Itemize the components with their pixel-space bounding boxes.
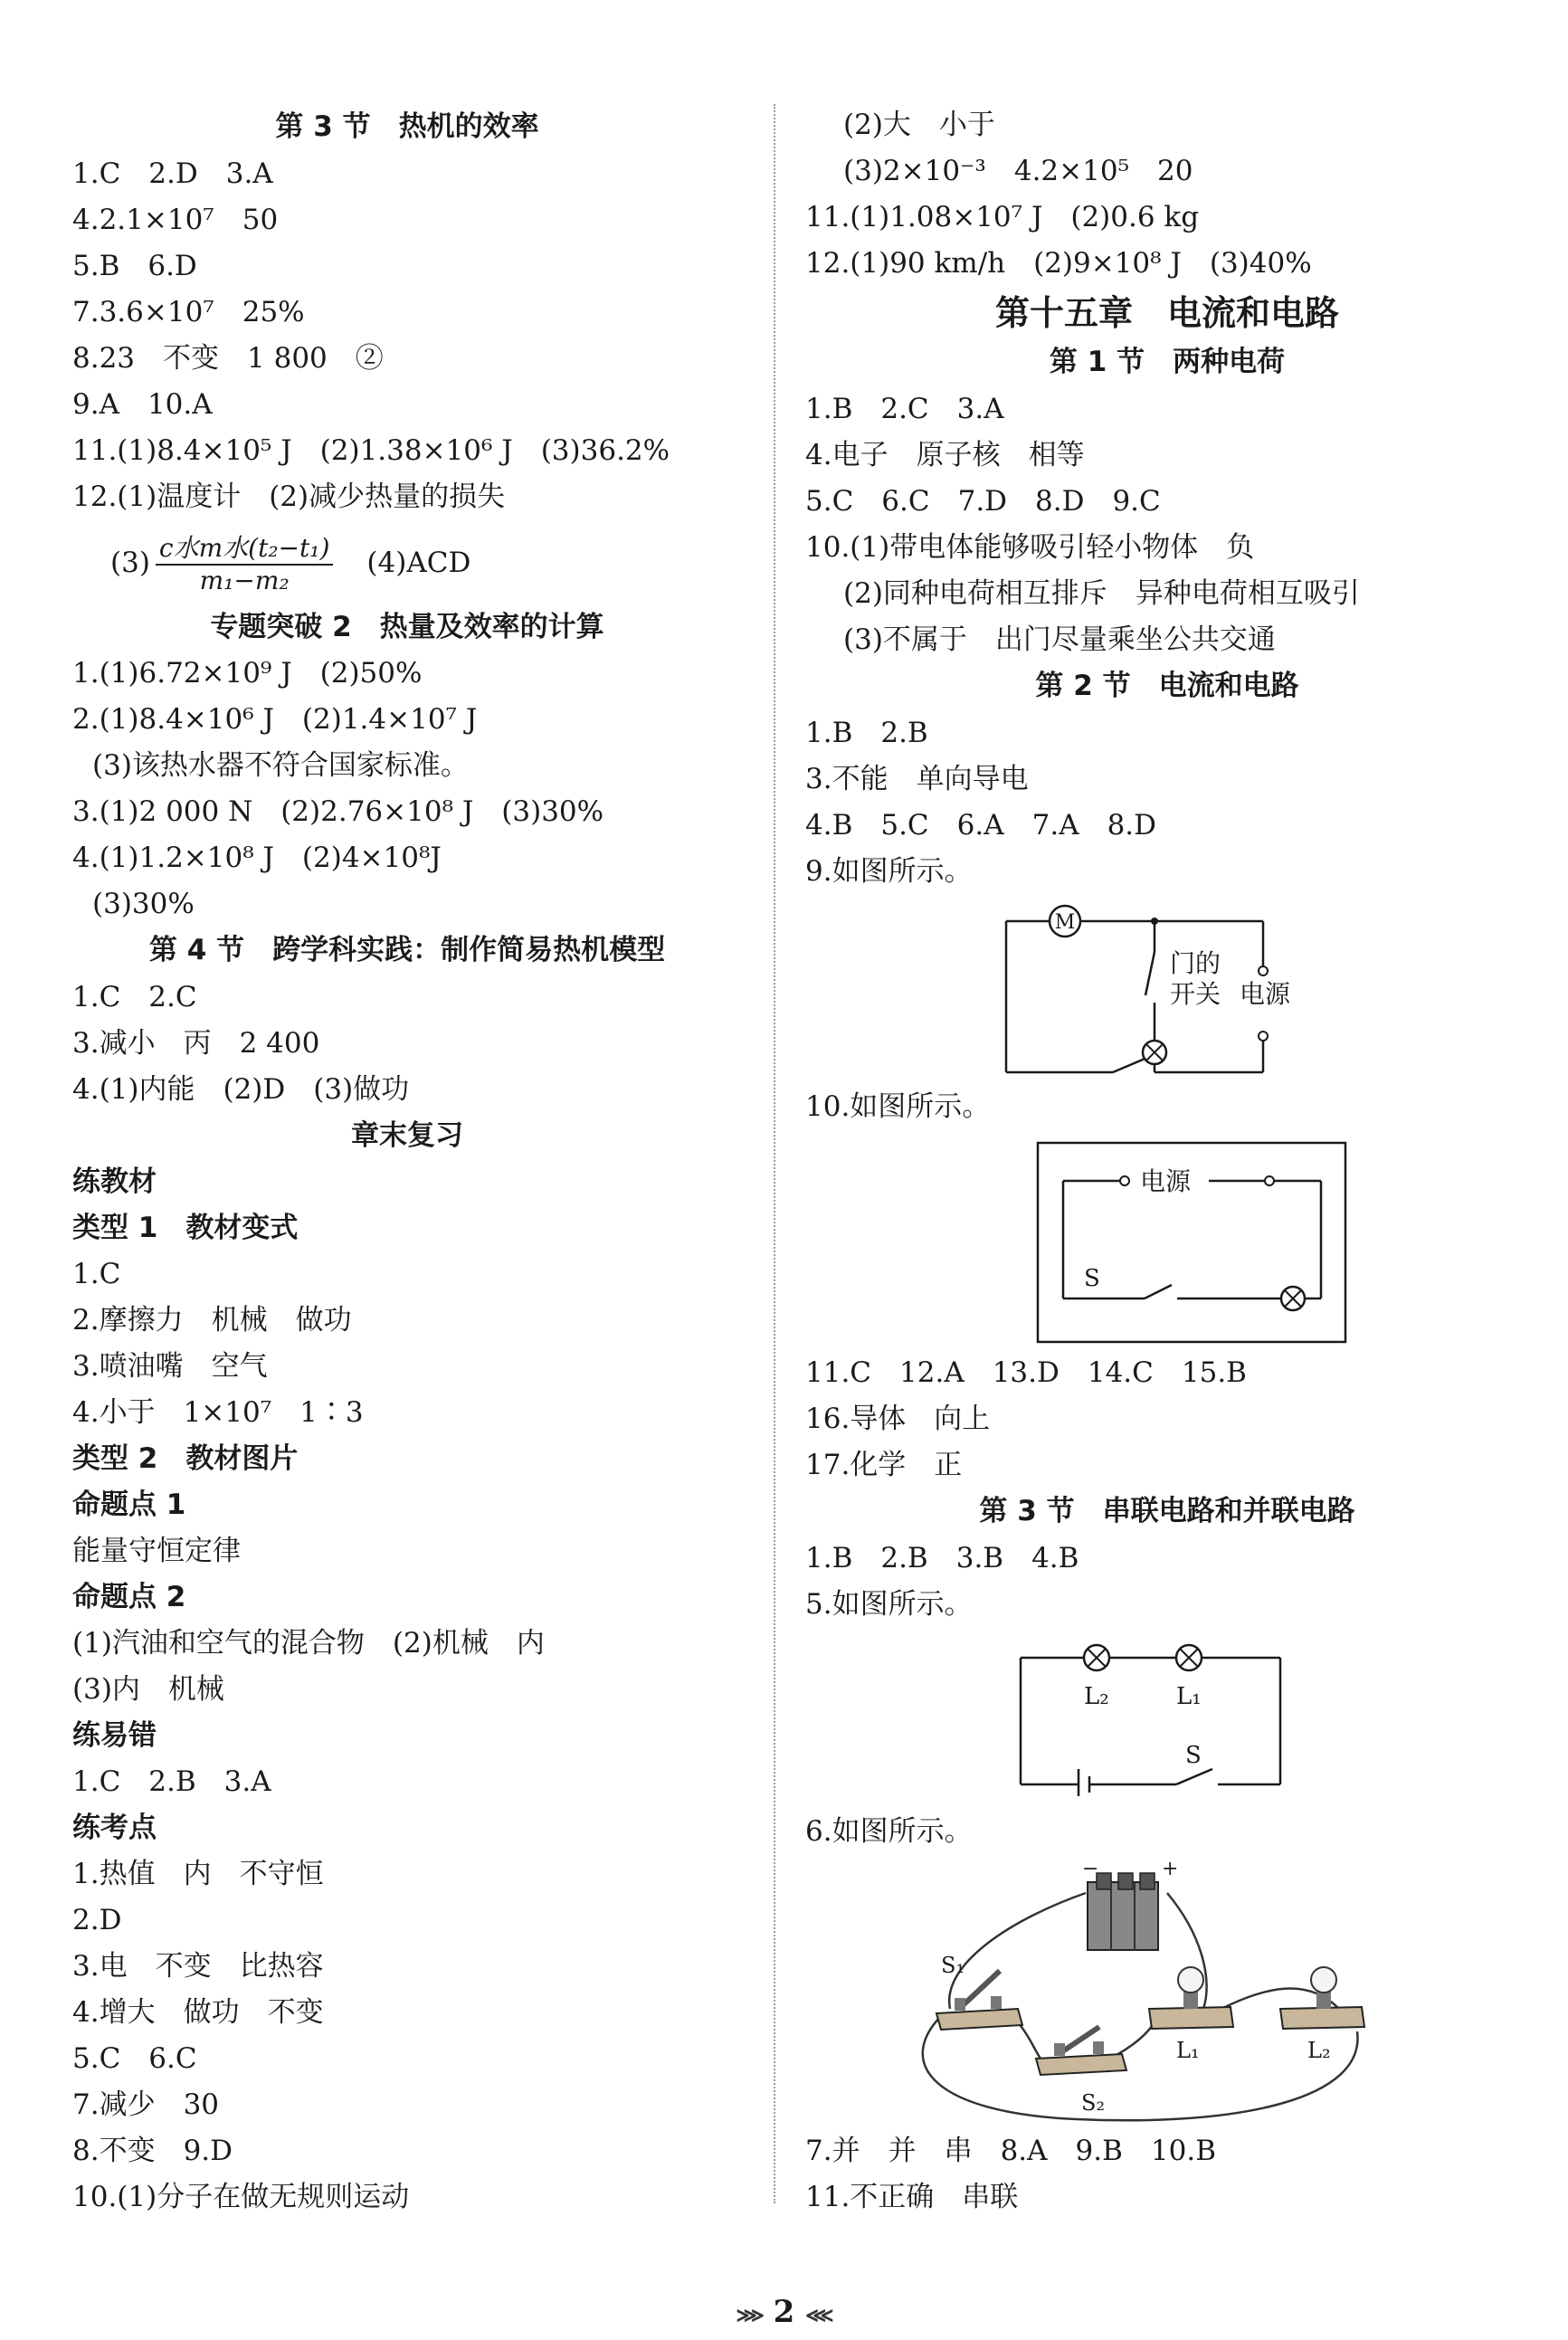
fraction-numerator: c水m水(t₂−t₁) — [156, 533, 334, 566]
answer-line: 7.并 并 串 8.A 9.B 10.B — [805, 2135, 1216, 2167]
answer-line: 4.增大 做功 不变 — [72, 1996, 324, 2029]
answer-line: 12.(1)温度计 (2)减少热量的损失 — [72, 480, 506, 513]
answer-line: 5.C 6.C 7.D 8.D 9.C — [805, 485, 1161, 518]
section-title: 第 4 节 跨学科实践：制作简易热机模型 — [148, 934, 666, 966]
answer-line: 10.(1)分子在做无规则运动 — [72, 2181, 410, 2213]
svg-text:电源: 电源 — [1240, 979, 1291, 1009]
section-title: 第 1 节 两种电荷 — [1049, 346, 1286, 378]
answer-line: 1.B 2.C 3.A — [805, 393, 1004, 425]
answer-line: 8.不变 9.D — [72, 2135, 233, 2167]
svg-text:S₂: S₂ — [1081, 2090, 1106, 2116]
circuit-diagram-fig5 — [805, 1633, 1529, 1796]
fraction-suffix: (4)ACD — [366, 547, 471, 579]
column-divider — [774, 104, 775, 2203]
answer-line: 12.(1)90 km/h (2)9×10⁸ J (3)40% — [805, 247, 1312, 280]
fraction-prefix: (3) — [110, 547, 150, 579]
chapter-title: 第十五章 电流和电路 — [994, 293, 1340, 333]
answer-line: 11.(1)8.4×10⁵ J (2)1.38×10⁶ J (3)36.2% — [72, 434, 670, 467]
page-number-value: 2 — [773, 2294, 795, 2330]
answer-line: 2.D — [72, 1904, 122, 1936]
answer-line: (3)该热水器不符合国家标准。 — [92, 749, 469, 782]
svg-text:L₂: L₂ — [1307, 2038, 1331, 2063]
answer-line: 4.2.1×10⁷ 50 — [72, 204, 279, 236]
answer-line: 2.(1)8.4×10⁶ J (2)1.4×10⁷ J — [72, 703, 478, 736]
answer-line: 10.如图所示。 — [805, 1090, 991, 1123]
answer-line: 3.不能 单向导电 — [805, 763, 1029, 795]
answer-line: 16.导体 向上 — [805, 1403, 991, 1435]
motor-icon — [1050, 906, 1080, 937]
lamp-icon — [1176, 1645, 1202, 1670]
battery-icon — [1082, 1858, 1178, 1950]
answer-line: 4.B 5.C 6.A 7.A 8.D — [805, 809, 1157, 842]
svg-text:S₁: S₁ — [941, 1953, 965, 1978]
circuit-diagram-fig10 — [805, 1136, 1529, 1344]
svg-text:门的: 门的 — [1170, 948, 1221, 978]
page-number — [0, 2294, 1568, 2330]
svg-text:电源: 电源 — [1139, 1166, 1192, 1196]
subheading: 练教材 — [72, 1165, 157, 1198]
answer-line: 9.A 10.A — [72, 388, 213, 421]
svg-text:L₂: L₂ — [1084, 1683, 1109, 1710]
answer-line: 1.热值 内 不守恒 — [72, 1858, 324, 1890]
fraction-answer — [110, 532, 470, 596]
answer-line: (2)同种电荷相互排斥 异种电荷相互吸引 — [843, 577, 1360, 610]
answer-line: 10.(1)带电体能够吸引轻小物体 负 — [805, 531, 1255, 564]
answer-line: 11.不正确 串联 — [805, 2181, 1019, 2213]
lamp-icon — [1281, 1287, 1305, 1310]
answer-line: 17.化学 正 — [805, 1449, 963, 1481]
ornament-icon: ⋘ — [805, 2304, 832, 2327]
answer-line: 1.C 2.C — [72, 981, 197, 1013]
svg-text:开关: 开关 — [1170, 979, 1221, 1009]
answer-line: (2)大 小于 — [843, 109, 995, 141]
answer-line: 1.C — [72, 1258, 121, 1290]
section-title: 第 2 节 电流和电路 — [1035, 670, 1299, 702]
ornament-icon: ⋙ — [736, 2304, 763, 2327]
answer-line: 9.如图所示。 — [805, 855, 973, 888]
answer-line: 4.(1)1.2×10⁸ J (2)4×10⁸J — [72, 842, 442, 874]
answer-line: 8.23 不变 1 800 ② — [72, 342, 384, 375]
lamp-holder-icon — [1280, 1967, 1364, 2063]
svg-text:S: S — [1084, 1265, 1100, 1292]
answer-line: 5.B 6.D — [72, 250, 197, 282]
lamp-icon — [1143, 1041, 1166, 1064]
answer-line: 11.C 12.A 13.D 14.C 15.B — [805, 1356, 1247, 1389]
subheading: 命题点 1 — [72, 1489, 186, 1521]
answer-line: 能量守恒定律 — [72, 1535, 241, 1567]
answer-line: 4.(1)内能 (2)D (3)做功 — [72, 1073, 410, 1106]
answer-line: 3.喷油嘴 空气 — [72, 1350, 268, 1383]
answer-line: 1.C 2.D 3.A — [72, 157, 273, 190]
svg-text:S: S — [1185, 1742, 1202, 1769]
answer-line: 2.摩擦力 机械 做功 — [72, 1304, 352, 1336]
svg-text:−: − — [1082, 1858, 1099, 1880]
svg-text:L₁: L₁ — [1176, 1683, 1202, 1710]
answer-line: (3)30% — [92, 888, 195, 920]
answer-line: 4.小于 1×10⁷ 1∶3 — [72, 1396, 364, 1429]
lamp-holder-icon — [1149, 1967, 1233, 2063]
answer-line: 5.C 6.C — [72, 2042, 197, 2075]
subheading: 练易错 — [72, 1719, 157, 1752]
answer-line: 4.电子 原子核 相等 — [805, 439, 1085, 471]
answer-line: 3.(1)2 000 N (2)2.76×10⁸ J (3)30% — [72, 795, 604, 828]
subheading: 命题点 2 — [72, 1581, 186, 1613]
svg-text:+: + — [1162, 1858, 1179, 1880]
subheading: 类型 1 教材变式 — [72, 1212, 299, 1244]
switch-icon — [1036, 2027, 1126, 2116]
circuit-photo-fig6 — [805, 1855, 1529, 2135]
answer-line: 3.电 不变 比热容 — [72, 1950, 324, 1983]
answer-line: 5.如图所示。 — [805, 1588, 973, 1621]
svg-text:M: M — [1054, 911, 1076, 934]
subheading: 类型 2 教材图片 — [72, 1442, 299, 1475]
section-title: 第 3 节 热机的效率 — [275, 110, 539, 143]
answer-line: (3)2×10⁻³ 4.2×10⁵ 20 — [843, 155, 1193, 187]
answer-line: 6.如图所示。 — [805, 1815, 973, 1848]
answer-line: 1.B 2.B — [805, 717, 928, 749]
subheading: 练考点 — [72, 1812, 157, 1844]
circuit-diagram-fig9 — [805, 896, 1529, 1086]
answer-line: 1.B 2.B 3.B 4.B — [805, 1542, 1079, 1574]
section-title: 第 3 节 串联电路和并联电路 — [979, 1495, 1355, 1527]
fraction-denominator: m₁−m₂ — [199, 565, 290, 595]
svg-text:L₁: L₁ — [1176, 2038, 1200, 2063]
answer-line: (3)不属于 出门尽量乘坐公共交通 — [843, 623, 1276, 656]
answer-line: 1.C 2.B 3.A — [72, 1765, 271, 1798]
answer-line: 7.3.6×10⁷ 25% — [72, 296, 305, 328]
fraction — [156, 533, 334, 596]
answer-line: (1)汽油和空气的混合物 (2)机械 内 — [72, 1627, 545, 1660]
answer-line: 1.(1)6.72×10⁹ J (2)50% — [72, 657, 423, 690]
section-title: 专题突破 2 热量及效率的计算 — [210, 611, 604, 643]
lamp-icon — [1084, 1645, 1109, 1670]
answer-line: 7.减少 30 — [72, 2088, 220, 2121]
answer-line: (3)内 机械 — [72, 1673, 224, 1706]
answer-line: 11.(1)1.08×10⁷ J (2)0.6 kg — [805, 201, 1200, 233]
section-title: 章末复习 — [351, 1119, 463, 1152]
answer-line: 3.减小 丙 2 400 — [72, 1027, 320, 1060]
